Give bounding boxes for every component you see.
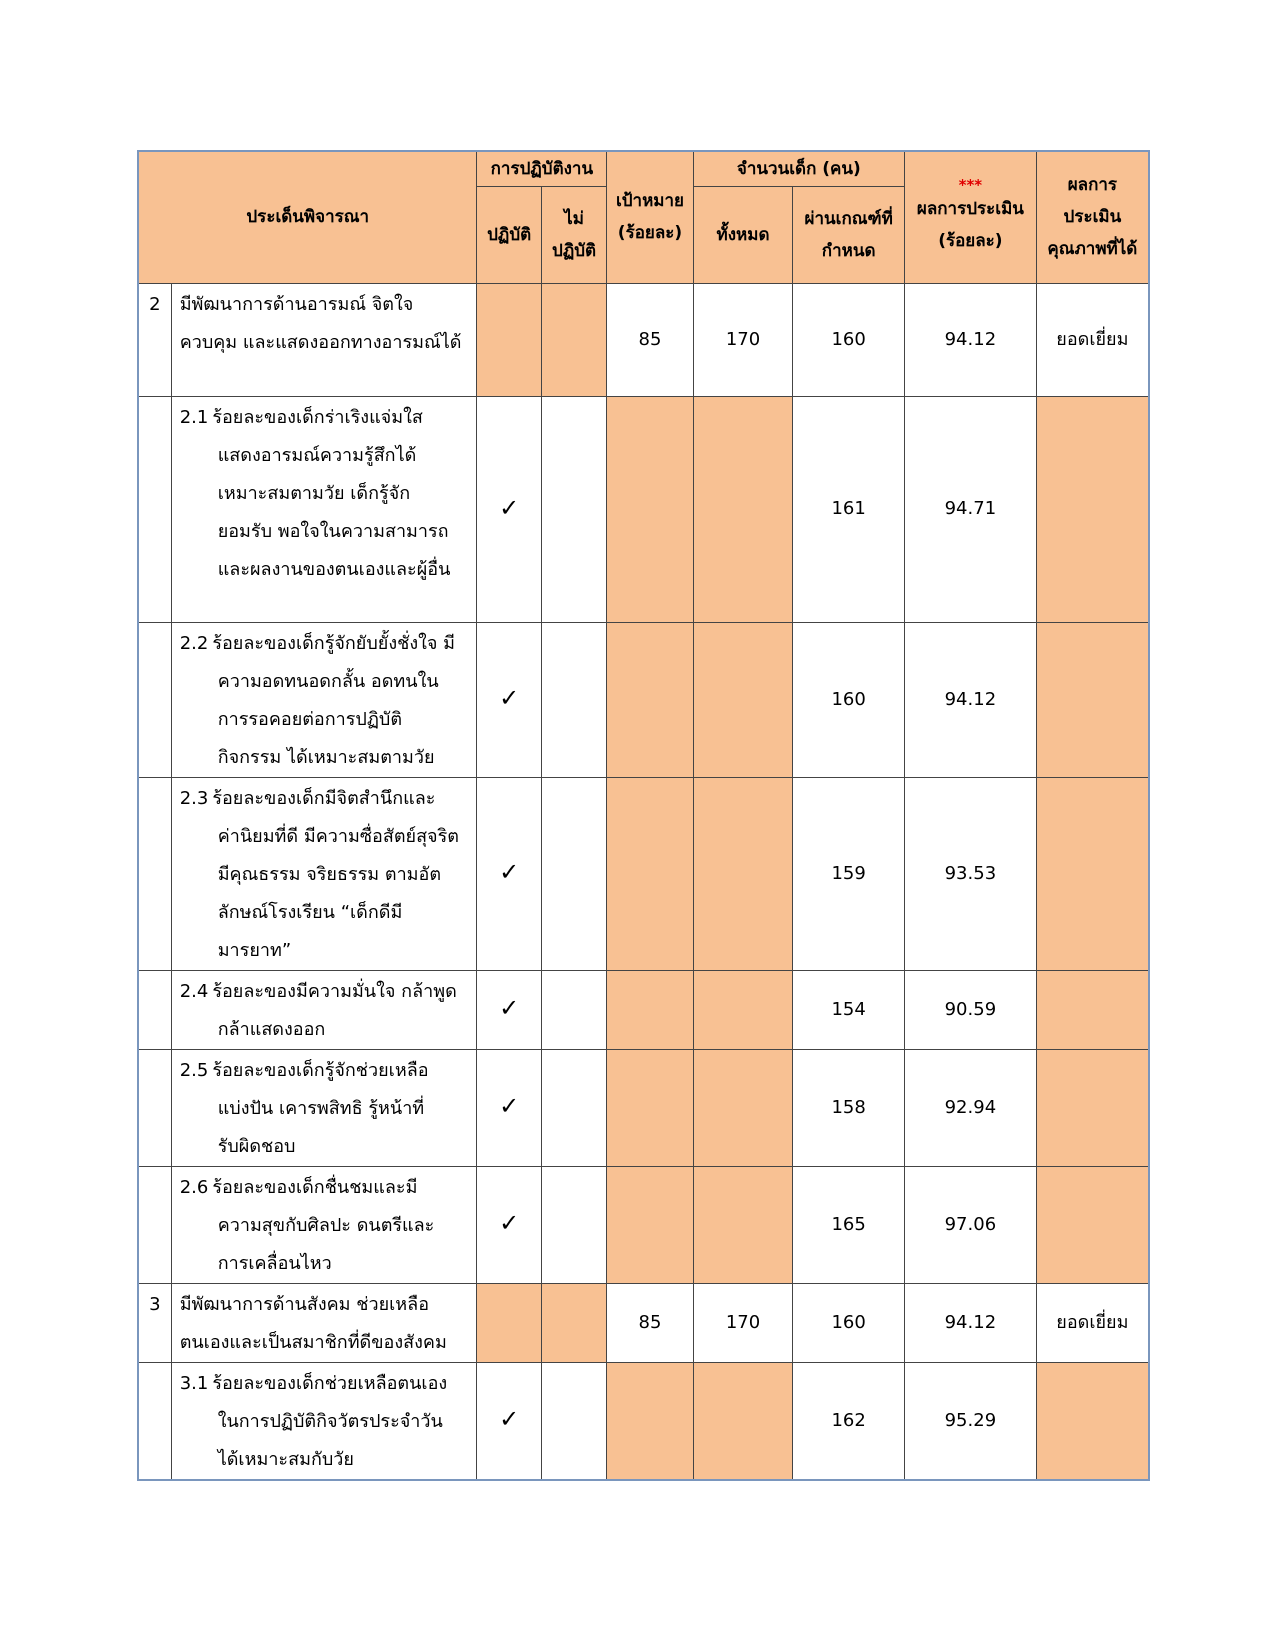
quality-cell bbox=[1036, 1049, 1149, 1166]
header-practice-no: ไม่ ปฏิบัติ bbox=[541, 186, 606, 283]
row-number bbox=[138, 622, 171, 777]
header-practice-group: การปฏิบัติงาน bbox=[477, 151, 607, 186]
target-cell: 85 bbox=[607, 1283, 694, 1362]
target-cell bbox=[607, 1049, 694, 1166]
target-cell: 85 bbox=[607, 283, 694, 396]
check-icon: ✓ bbox=[499, 1405, 520, 1433]
table-row bbox=[138, 1166, 1149, 1283]
pass-cell: 160 bbox=[793, 622, 905, 777]
check-icon: ✓ bbox=[499, 858, 520, 886]
pass-cell: 154 bbox=[793, 970, 905, 1049]
total-cell bbox=[693, 1049, 793, 1166]
row-number: 3 bbox=[138, 1283, 171, 1362]
pass-cell: 160 bbox=[793, 1283, 905, 1362]
practice-no-cell bbox=[541, 622, 606, 777]
total-cell bbox=[693, 1166, 793, 1283]
pass-cell: 162 bbox=[793, 1362, 905, 1480]
row-number bbox=[138, 396, 171, 622]
table-row bbox=[138, 622, 1149, 777]
result-cell: 97.06 bbox=[905, 1166, 1037, 1283]
practice-no-cell bbox=[541, 1049, 606, 1166]
indicator-label: 2.6 ร้อยละของเด็กชื่นชมและมี ความสุขกับศิลปะ ดนตรีและ การเคลื่อนไหว bbox=[171, 1166, 477, 1283]
quality-cell bbox=[1036, 622, 1149, 777]
practice-no-cell bbox=[541, 396, 606, 622]
indicator-label: 2.4 ร้อยละของมีความมั่นใจ กล้าพูด กล้าแสดงออก bbox=[171, 970, 477, 1049]
topic-label: มีพัฒนาการด้านอารมณ์ จิตใจ ควบคุม และแสดงออกทางอารมณ์ได้ bbox=[171, 283, 477, 396]
pass-cell: 159 bbox=[793, 777, 905, 970]
practice-yes-cell bbox=[477, 396, 541, 622]
row-number bbox=[138, 970, 171, 1049]
row-number: 2 bbox=[138, 283, 171, 396]
header-children-group: จำนวนเด็ก (คน) bbox=[693, 151, 904, 186]
quality-cell bbox=[1036, 1166, 1149, 1283]
practice-no-cell bbox=[541, 1283, 606, 1362]
pass-cell: 165 bbox=[793, 1166, 905, 1283]
quality-cell: ยอดเยี่ยม bbox=[1036, 283, 1149, 396]
target-cell bbox=[607, 1166, 694, 1283]
target-cell bbox=[607, 970, 694, 1049]
table-row bbox=[138, 1283, 1149, 1362]
table-row bbox=[138, 1049, 1149, 1166]
total-cell bbox=[693, 777, 793, 970]
pass-cell: 161 bbox=[793, 396, 905, 622]
quality-cell: ยอดเยี่ยม bbox=[1036, 1283, 1149, 1362]
header-target: เป้าหมาย (ร้อยละ) bbox=[607, 151, 694, 283]
row-number bbox=[138, 1362, 171, 1480]
quality-cell bbox=[1036, 777, 1149, 970]
row-number bbox=[138, 1049, 171, 1166]
total-cell bbox=[693, 396, 793, 622]
header-quality: ผลการ ประเมิน คุณภาพที่ได้ bbox=[1036, 151, 1149, 283]
check-icon: ✓ bbox=[499, 493, 520, 522]
check-icon: ✓ bbox=[499, 994, 520, 1022]
practice-yes-cell bbox=[477, 283, 541, 396]
pass-cell: 160 bbox=[793, 283, 905, 396]
table-row bbox=[138, 777, 1149, 970]
target-cell bbox=[607, 777, 694, 970]
result-cell: 94.12 bbox=[905, 622, 1037, 777]
table-row bbox=[138, 970, 1149, 1049]
result-cell: 93.53 bbox=[905, 777, 1037, 970]
header-practice-yes: ปฏิบัติ bbox=[477, 186, 541, 283]
indicator-label: 2.2 ร้อยละของเด็กรู้จักยับยั้งชั่งใจ มี ความอดทนอดกลั้น อดทนใน การรอคอยต่อการปฏิบัติ กิจกรรม ได้เหมาะสมตามวัย bbox=[171, 622, 477, 777]
check-icon: ✓ bbox=[499, 1209, 520, 1237]
practice-yes-cell bbox=[477, 622, 541, 777]
practice-no-cell bbox=[541, 970, 606, 1049]
evaluation-table bbox=[137, 150, 1150, 1481]
target-cell bbox=[607, 1362, 694, 1480]
total-cell bbox=[693, 1362, 793, 1480]
practice-yes-cell bbox=[477, 1166, 541, 1283]
result-cell: 95.29 bbox=[905, 1362, 1037, 1480]
result-cell: 94.71 bbox=[905, 396, 1037, 622]
total-cell bbox=[693, 622, 793, 777]
row-number bbox=[138, 777, 171, 970]
result-cell: 94.12 bbox=[905, 1283, 1037, 1362]
table-row bbox=[138, 283, 1149, 396]
stars-mark: *** bbox=[958, 176, 983, 195]
practice-no-cell bbox=[541, 777, 606, 970]
indicator-label: 2.3 ร้อยละของเด็กมีจิตสำนึกและ ค่านิยมที่ดี มีความซื่อสัตย์สุจริต มีคุณธรรม จริยธรรม ตามอัต ลักษณ์โรงเรียน “เด็กดีมี มารยาท” bbox=[171, 777, 477, 970]
row-number bbox=[138, 1166, 171, 1283]
total-cell: 170 bbox=[693, 1283, 793, 1362]
total-cell: 170 bbox=[693, 283, 793, 396]
practice-yes-cell bbox=[477, 970, 541, 1049]
quality-cell bbox=[1036, 1362, 1149, 1480]
topic-label: มีพัฒนาการด้านสังคม ช่วยเหลือ ตนเองและเป็นสมาชิกที่ดีของสังคม bbox=[171, 1283, 477, 1362]
practice-no-cell bbox=[541, 283, 606, 396]
target-cell bbox=[607, 622, 694, 777]
header-total: ทั้งหมด bbox=[693, 186, 793, 283]
indicator-label: 3.1 ร้อยละของเด็กช่วยเหลือตนเอง ในการปฏิบัติกิจวัตรประจำวัน ได้เหมาะสมกับวัย bbox=[171, 1362, 477, 1480]
table-row bbox=[138, 396, 1149, 622]
practice-no-cell bbox=[541, 1362, 606, 1480]
check-icon: ✓ bbox=[499, 1092, 520, 1120]
header-result: *** ผลการประเมิน (ร้อยละ) bbox=[905, 151, 1037, 283]
practice-yes-cell bbox=[477, 1283, 541, 1362]
practice-yes-cell bbox=[477, 1049, 541, 1166]
practice-no-cell bbox=[541, 1166, 606, 1283]
indicator-label: 2.1 ร้อยละของเด็กร่าเริงแจ่มใส แสดงอารมณ์ความรู้สึกได้ เหมาะสมตามวัย เด็กรู้จัก ยอมรับ พอใจในความสามารถ และผลงานของตนเองและผู้อื่น bbox=[171, 396, 477, 622]
quality-cell bbox=[1036, 970, 1149, 1049]
indicator-label: 2.5 ร้อยละของเด็กรู้จักช่วยเหลือ แบ่งปัน เคารพสิทธิ รู้หน้าที่ รับผิดชอบ bbox=[171, 1049, 477, 1166]
total-cell bbox=[693, 970, 793, 1049]
header-pass: ผ่านเกณฑ์ที่ กำหนด bbox=[793, 186, 905, 283]
check-icon: ✓ bbox=[499, 684, 520, 712]
pass-cell: 158 bbox=[793, 1049, 905, 1166]
result-cell: 92.94 bbox=[905, 1049, 1037, 1166]
table-row bbox=[138, 1362, 1149, 1480]
result-cell: 94.12 bbox=[905, 283, 1037, 396]
header-topic: ประเด็นพิจารณา bbox=[138, 151, 477, 283]
practice-yes-cell bbox=[477, 1362, 541, 1480]
target-cell bbox=[607, 396, 694, 622]
result-cell: 90.59 bbox=[905, 970, 1037, 1049]
practice-yes-cell bbox=[477, 777, 541, 970]
quality-cell bbox=[1036, 396, 1149, 622]
